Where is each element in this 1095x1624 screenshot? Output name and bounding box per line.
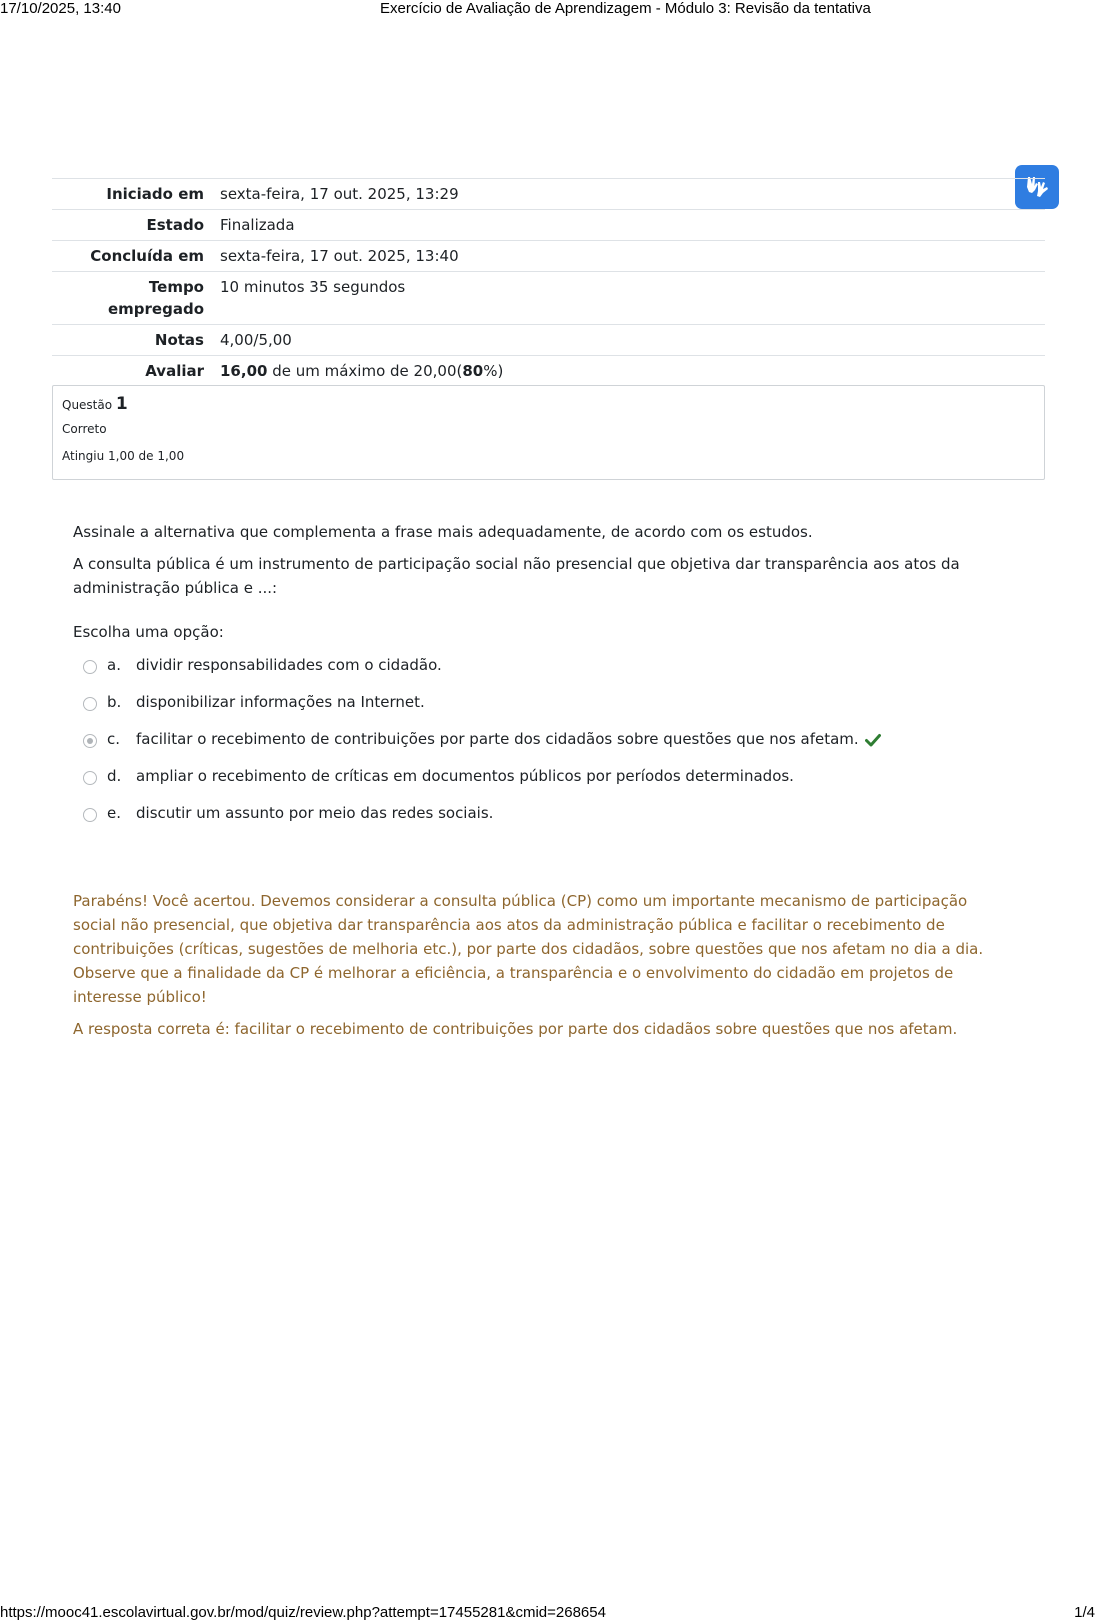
answer-option-e[interactable] [73, 798, 1013, 835]
grade-max-text: de um máximo de 20,00( [267, 362, 463, 380]
print-page-number: 1/4 [1074, 1604, 1095, 1621]
answer-options [73, 650, 1013, 835]
print-footer [0, 1604, 1095, 1624]
answer-option-c[interactable] [73, 724, 1013, 761]
grade-value [212, 356, 1045, 387]
answer-text: discutir um assunto por meio das redes sociais. [136, 804, 494, 822]
answer-option-a[interactable] [73, 650, 1013, 687]
answer-letter: e. [107, 804, 121, 822]
attempt-summary-table [52, 178, 1045, 386]
radio-button-selected[interactable] [83, 734, 97, 748]
question-grade: Atingiu 1,00 de 1,00 [62, 449, 185, 463]
question-content [73, 520, 1013, 835]
summary-row-completed [52, 241, 1045, 272]
summary-row-grade [52, 356, 1045, 387]
print-header [0, 0, 1095, 20]
answer-letter: d. [107, 767, 122, 785]
question-text-instruction: Assinale a alternativa que complementa a frase mais adequadamente, de acordo com os estudos. [73, 523, 813, 541]
summary-row-time [52, 272, 1045, 325]
general-feedback: Parabéns! Você acertou. Devemos considerar a consulta pública (CP) como um importante mecanismo de participação social não presencial, que objetiva dar transparência aos atos da administração pública e facilitar o recebimento de contribuições (críticas, sugestões de melhoria etc.), por parte dos cidadãos, sobre questões que nos afetam no dia a dia. Observe que a finalidade da CP é melhorar a eficiência, a transparência e o envolvimento do cidadão em projetos de interesse público! [73, 892, 984, 1006]
right-answer-feedback: A resposta correta é: facilitar o recebimento de contribuições por parte dos cidadãos sobre questões que nos afetam. [73, 1020, 958, 1038]
summary-row-marks [52, 325, 1045, 356]
grade-percent: 80 [462, 362, 484, 380]
question-state: Correto [62, 422, 107, 436]
answer-letter: a. [107, 656, 121, 674]
summary-row-state [52, 210, 1045, 241]
answer-letter: c. [107, 730, 121, 748]
grade-label: Avaliar [145, 362, 204, 380]
print-datetime: 17/10/2025, 13:40 [0, 0, 121, 17]
answer-text: dividir responsabilidades com o cidadão. [136, 656, 442, 674]
radio-button[interactable] [83, 660, 97, 674]
grade-percent-sign: %) [483, 362, 504, 380]
question-label: Questão [62, 398, 113, 412]
answer-text: facilitar o recebimento de contribuições por parte dos cidadãos sobre questões que nos afetam. [136, 730, 859, 748]
marks-label: Notas [154, 331, 204, 349]
question-text-statement: A consulta pública é um instrumento de participação social não presencial que objetiva dar transparência aos atos da administração pública e ...: [73, 555, 960, 597]
time-label-line-2: empregado [107, 300, 204, 318]
answer-letter: b. [107, 693, 122, 711]
radio-button[interactable] [83, 697, 97, 711]
print-title: Exercício de Avaliação de Aprendizagem - Módulo 3: Revisão da tentativa [380, 0, 871, 17]
correct-check-icon [865, 733, 881, 747]
summary-row-started [52, 179, 1045, 210]
question-number-value: 1 [115, 394, 128, 414]
marks-value: 4,00/5,00 [220, 331, 292, 349]
completed-label: Concluída em [90, 247, 204, 265]
answer-text: ampliar o recebimento de críticas em documentos públicos por períodos determinados. [136, 767, 794, 785]
print-url: https://mooc41.escolavirtual.gov.br/mod/quiz/review.php?attempt=17455281&cmid=268654 [0, 1604, 606, 1621]
state-label: Estado [146, 216, 204, 234]
answer-text: disponibilizar informações na Internet. [136, 693, 425, 711]
radio-button[interactable] [83, 771, 97, 785]
question-info-box [52, 385, 1045, 480]
completed-value: sexta-feira, 17 out. 2025, 13:40 [220, 247, 459, 265]
radio-button[interactable] [83, 808, 97, 822]
time-label-line-1: Tempo [148, 278, 204, 296]
answer-option-b[interactable] [73, 687, 1013, 724]
started-value: sexta-feira, 17 out. 2025, 13:29 [220, 185, 459, 203]
choose-option-prompt: Escolha uma opção: [73, 623, 224, 641]
question-number [62, 394, 1035, 416]
answer-option-d[interactable] [73, 761, 1013, 798]
feedback-block [73, 889, 1013, 1041]
time-value: 10 minutos 35 segundos [220, 278, 406, 296]
grade-score: 16,00 [220, 362, 268, 380]
time-label [52, 272, 212, 325]
state-value: Finalizada [220, 216, 295, 234]
started-label: Iniciado em [106, 185, 204, 203]
